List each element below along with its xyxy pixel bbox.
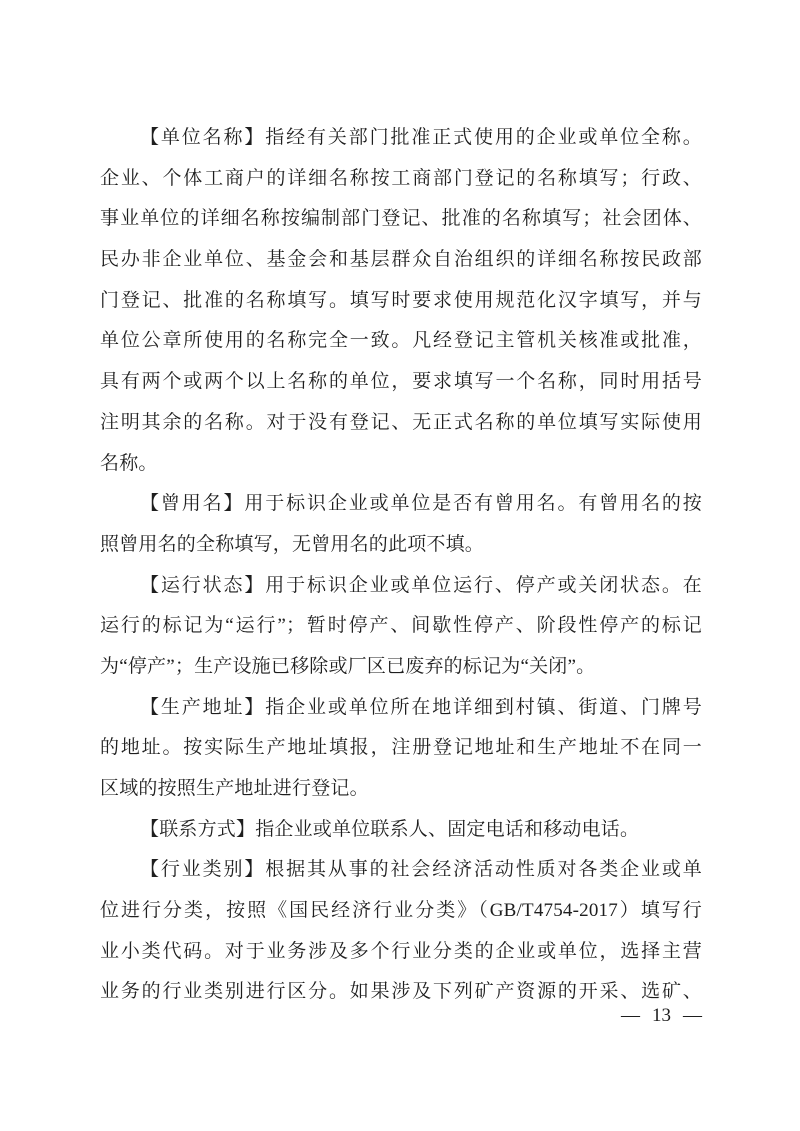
definition-paragraph: [100, 688, 702, 810]
definition-paragraph: [100, 850, 702, 1013]
text-line: 单位公章所使用的名称完全一致。凡经登记主管机关核准或批准，: [100, 330, 702, 352]
text-line: 照曾用名的全称填写，无曾用名的此项不填。: [100, 533, 485, 555]
footer-dash-right: —: [683, 1005, 702, 1026]
text-line: 业小类代码。对于业务涉及多个行业分类的企业或单位，选择主营: [100, 940, 702, 962]
page-number: 13: [652, 1005, 671, 1026]
text-line: 注明其余的名称。对于没有登记、无正式名称的单位填写实际使用: [100, 411, 702, 433]
definition-paragraph: [100, 566, 702, 688]
text-line: 运行的标记为“运行”；暂时停产、间歇性停产、阶段性停产的标记: [100, 615, 702, 637]
text-line: 企业、个体工商户的详细名称按工商部门登记的名称填写；行政、: [100, 167, 702, 189]
text-line: 【生产地址】指企业或单位所在地详细到村镇、街道、门牌号: [140, 696, 702, 718]
page-footer: [621, 1002, 702, 1030]
text-line: 【曾用名】用于标识企业或单位是否有曾用名。有曾用名的按: [140, 493, 702, 515]
text-line: 业务的行业类别进行区分。如果涉及下列矿产资源的开采、选矿、: [100, 981, 702, 1003]
text-line: 事业单位的详细名称按编制部门登记、批准的名称填写；社会团体、: [100, 208, 702, 230]
text-line: 民办非企业单位、基金会和基层群众自治组织的详细名称按民政部: [100, 249, 702, 271]
footer-dash-left: —: [621, 1005, 640, 1026]
definition-paragraph: [100, 118, 702, 484]
text-line: 为“停产”；生产设施已移除或厂区已废弃的标记为“关闭”。: [100, 655, 596, 677]
text-line: 的地址。按实际生产地址填报，注册登记地址和生产地址不在同一: [100, 737, 702, 759]
text-line: 名称。: [100, 452, 158, 474]
text-line: 区域的按照生产地址进行登记。: [100, 778, 369, 799]
text-line: 【联系方式】指企业或单位联系人、固定电话和移动电话。: [140, 818, 640, 840]
text-line: 位进行分类，按照《国民经济行业分类》（GB/T4754-2017）填写行: [100, 900, 702, 922]
document-body: [100, 118, 702, 1013]
definition-paragraph: [100, 484, 702, 565]
text-line: 【行业类别】根据其从事的社会经济活动性质对各类企业或单: [140, 859, 702, 881]
text-line: 【运行状态】用于标识企业或单位运行、停产或关闭状态。在: [140, 574, 702, 596]
text-line: 具有两个或两个以上名称的单位，要求填写一个名称，同时用括号: [100, 371, 702, 393]
text-line: 【单位名称】指经有关部门批准正式使用的企业或单位全称。: [140, 127, 702, 148]
definition-paragraph: [100, 810, 702, 851]
text-line: 门登记、批准的名称填写。填写时要求使用规范化汉字填写，并与: [100, 289, 702, 311]
